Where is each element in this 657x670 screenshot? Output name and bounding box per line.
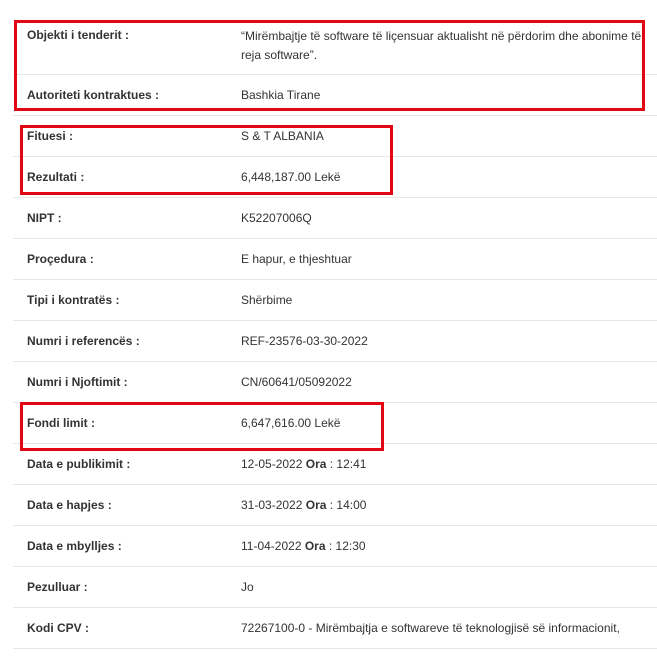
row-publication-date: [13, 444, 657, 485]
nipt-value: K52207006Q: [241, 210, 312, 225]
result-value: 6,448,187.00 Lekë: [241, 169, 341, 184]
cpv-code-value: 72267100-0 - Mirëmbajtja e softwareve të teknologjisë së informacionit,: [241, 620, 620, 635]
row-limit-fund: [13, 403, 657, 444]
row-notice-number: [13, 362, 657, 403]
row-procedure: [13, 239, 657, 280]
winner-label: Fituesi :: [27, 129, 74, 143]
closing-date-value: [241, 537, 657, 556]
opening-date-value: [241, 496, 657, 515]
tender-object-label: Objekti i tenderit :: [27, 28, 130, 42]
limit-fund-value: 6,647,616.00 Lekë: [241, 415, 341, 430]
row-suspended: [13, 567, 657, 608]
procedure-value: E hapur, e thjeshtuar: [241, 251, 352, 266]
row-closing-date: [13, 526, 657, 567]
publication-date-value: [241, 455, 657, 474]
opening-date-label: Data e hapjes :: [27, 498, 112, 512]
row-reference-number: [13, 321, 657, 362]
publication-date: 12-05-2022: [241, 456, 303, 471]
publication-time: : 12:41: [329, 456, 367, 471]
notice-number-value: CN/60641/05092022: [241, 374, 352, 389]
row-tender-object: [13, 0, 657, 75]
publication-time-label: Ora: [305, 456, 327, 471]
contracting-authority-value: Bashkia Tirane: [241, 87, 321, 102]
reference-number-label: Numri i referencës :: [27, 334, 140, 348]
closing-date-label: Data e mbylljes :: [27, 539, 122, 553]
contract-type-label: Tipi i kontratës :: [27, 293, 120, 307]
result-label: Rezultati :: [27, 170, 85, 184]
row-contract-type: [13, 280, 657, 321]
tender-details-table: [13, 0, 657, 649]
closing-time: : 12:30: [328, 538, 366, 553]
suspended-value: Jo: [241, 579, 254, 594]
opening-time: : 14:00: [329, 497, 367, 512]
opening-date: 31-03-2022: [241, 497, 303, 512]
reference-number-value: REF-23576-03-30-2022: [241, 333, 368, 348]
nipt-label: NIPT :: [27, 211, 62, 225]
procedure-label: Proçedura :: [27, 252, 94, 266]
closing-time-label: Ora: [304, 538, 326, 553]
contract-type-value: Shërbime: [241, 292, 293, 307]
contracting-authority-label: Autoriteti kontraktues :: [27, 88, 160, 102]
cpv-code-label: Kodi CPV :: [27, 621, 89, 635]
row-nipt: [13, 198, 657, 239]
notice-number-label: Numri i Njoftimit :: [27, 375, 128, 389]
opening-time-label: Ora: [305, 497, 327, 512]
row-winner: [13, 116, 657, 157]
row-result: [13, 157, 657, 198]
limit-fund-label: Fondi limit :: [27, 416, 95, 430]
winner-value: S & T ALBANIA: [241, 128, 324, 143]
suspended-label: Pezulluar :: [27, 580, 88, 594]
closing-date: 11-04-2022: [241, 538, 302, 553]
row-contracting-authority: [13, 75, 657, 116]
row-cpv-code: [13, 608, 657, 649]
tender-object-value: “Mirëmbajtje të software të liçensuar aktualisht në përdorim dhe abonime të reja software”.: [241, 29, 642, 62]
publication-date-label: Data e publikimit :: [27, 457, 131, 471]
row-opening-date: [13, 485, 657, 526]
